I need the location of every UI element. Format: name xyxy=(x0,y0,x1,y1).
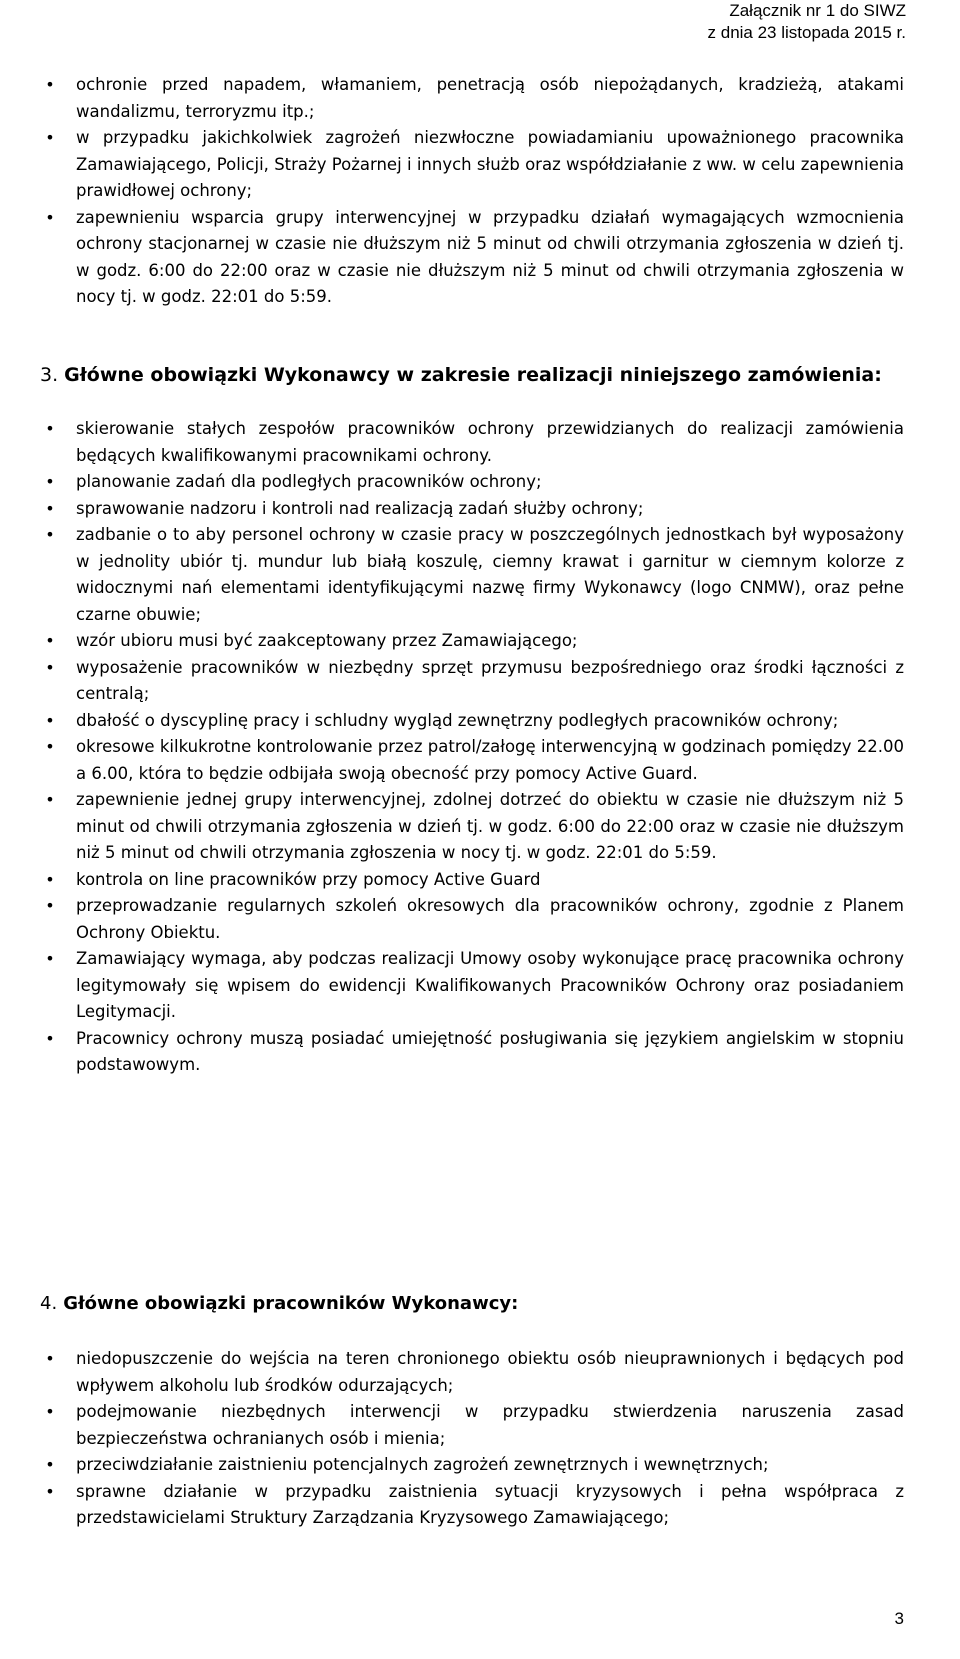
bullet-icon: • xyxy=(45,1481,55,1501)
list-item: • przeprowadzanie regularnych szkoleń okresowych dla pracowników ochrony, zgodnie z Planem Ochrony Obiektu. xyxy=(40,893,904,946)
list-item: • wyposażenie pracowników w niezbędny sprzęt przymusu bezpośredniego oraz środki łączności z centralą; xyxy=(40,655,904,708)
bullet-icon: • xyxy=(45,737,55,756)
bullet-icon: • xyxy=(45,949,55,968)
list-item: • w przypadku jakichkolwiek zagrożeń niezwłoczne powiadamianiu upoważnionego pracownika Zamawiającego, Policji, Straży Pożarnej i innych służb oraz współdziałanie z ww. w celu zapewnienia prawidłowej ochrony; xyxy=(40,125,904,205)
list-item: • dbałość o dyscyplinę pracy i schludny wygląd zewnętrzny podległych pracowników ochrony; xyxy=(40,708,904,735)
bullet-icon: • xyxy=(45,657,55,677)
section-number: 4. xyxy=(40,1293,58,1314)
bullet-icon: • xyxy=(45,631,55,650)
bullet-icon: • xyxy=(45,1028,55,1048)
list-item: • niedopuszczenie do wejścia na teren chronionego obiektu osób nieuprawnionych i będących pod wpływem alkoholu lub środków odurzających; xyxy=(40,1346,904,1399)
section-number: 3. xyxy=(40,364,59,386)
section-title: Główne obowiązki pracowników Wykonawcy: xyxy=(63,1293,519,1314)
list-item: • Pracownicy ochrony muszą posiadać umiejętność posługiwania się językiem angielskim w stopniu podstawowym. xyxy=(40,1026,904,1079)
protection-list xyxy=(40,72,904,311)
attachment-date: z dnia 23 listopada 2015 r. xyxy=(707,23,906,42)
list-item: • sprawne działanie w przypadku zaistnienia sytuacji kryzysowych i pełna współpraca z przedstawicielami Struktury Zarządzania Kryzysowego Zamawiającego; xyxy=(40,1479,904,1532)
section-4-heading xyxy=(40,1290,904,1317)
list-item: • przeciwdziałanie zaistnieniu potencjalnych zagrożeń zewnętrznych i wewnętrznych; xyxy=(40,1452,904,1479)
bullet-icon: • xyxy=(45,869,55,889)
page-number: 3 xyxy=(894,1609,904,1628)
bullet-icon: • xyxy=(45,1455,55,1474)
section-title: Główne obowiązki Wykonawcy w zakresie realizacji niniejszego zamówienia: xyxy=(64,364,882,386)
contractor-duties-list xyxy=(40,416,904,1079)
staff-duties-list xyxy=(40,1346,904,1532)
bullet-icon: • xyxy=(45,498,55,518)
bullet-icon: • xyxy=(45,710,55,730)
list-item: • zapewnieniu wsparcia grupy interwencyjnej w przypadku działań wymagających wzmocnienia ochrony stacjonarnej w czasie nie dłuższym niż 5 minut od chwili otrzymania zgłoszenia w dzień tj. w godz. 6:00 do 22:00 oraz w czasie nie dłuższym niż 5 minut od chwili otrzymania zgłoszenia w nocy tj. w godz. 22:01 do 5:59. xyxy=(40,205,904,311)
bullet-icon: • xyxy=(45,207,55,227)
list-item: • podejmowanie niezbędnych interwencji w przypadku stwierdzenia naruszenia zasad bezpieczeństwa ochranianych osób i mienia; xyxy=(40,1399,904,1452)
bullet-icon: • xyxy=(45,419,55,438)
list-item: • zadbanie o to aby personel ochrony w czasie pracy w poszczególnych jednostkach był wyposażony w jednolity ubiór tj. mundur lub białą koszulę, ciemny krawat i garnitur w ciemnym kolorze z widocznymi nań elementami identyfikującymi nazwę firmy Wykonawcy (logo CNMW), oraz pełne czarne obuwie; xyxy=(40,522,904,628)
bullet-icon: • xyxy=(45,896,55,915)
list-item: • zapewnienie jednej grupy interwencyjnej, zdolnej dotrzeć do obiektu w czasie nie dłuższym niż 5 minut od chwili otrzymania zgłoszenia w dzień tj. w godz. 6:00 do 22:00 oraz w czasie nie dłuższym niż 5 minut od chwili otrzymania zgłoszenia w nocy tj. w godz. 22:01 do 5:59. xyxy=(40,787,904,867)
bullet-icon: • xyxy=(45,1402,55,1421)
bullet-icon: • xyxy=(45,1349,55,1368)
section-3-heading xyxy=(40,362,904,389)
list-item: • sprawowanie nadzoru i kontroli nad realizacją zadań służby ochrony; xyxy=(40,496,904,523)
bullet-icon: • xyxy=(45,525,55,544)
attachment-label: Załącznik nr 1 do SIWZ xyxy=(729,1,906,20)
bullet-icon: • xyxy=(45,472,55,491)
bullet-icon: • xyxy=(45,75,55,94)
list-item: • wzór ubioru musi być zaakceptowany przez Zamawiającego; xyxy=(40,628,904,655)
list-item: • planowanie zadań dla podległych pracowników ochrony; xyxy=(40,469,904,496)
bullet-icon: • xyxy=(45,790,55,809)
document-header xyxy=(708,0,906,44)
bullet-icon: • xyxy=(45,128,55,147)
list-item: • kontrola on line pracowników przy pomocy Active Guard xyxy=(40,867,904,894)
list-item: • ochronie przed napadem, włamaniem, penetracją osób niepożądanych, kradzieżą, atakami wandalizmu, terroryzmu itp.; xyxy=(40,72,904,125)
list-item: • skierowanie stałych zespołów pracowników ochrony przewidzianych do realizacji zamówienia będących kwalifikowanymi pracownikami ochrony. xyxy=(40,416,904,469)
list-item: • Zamawiający wymaga, aby podczas realizacji Umowy osoby wykonujące pracę pracownika ochrony legitymowały się wpisem do ewidencji Kwalifikowanych Pracowników Ochrony oraz posiadaniem Legitymacji. xyxy=(40,946,904,1026)
list-item: • okresowe kilkukrotne kontrolowanie przez patrol/załogę interwencyjną w godzinach pomiędzy 22.00 a 6.00, która to będzie odbijała swoją obecność przy pomocy Active Guard. xyxy=(40,734,904,787)
